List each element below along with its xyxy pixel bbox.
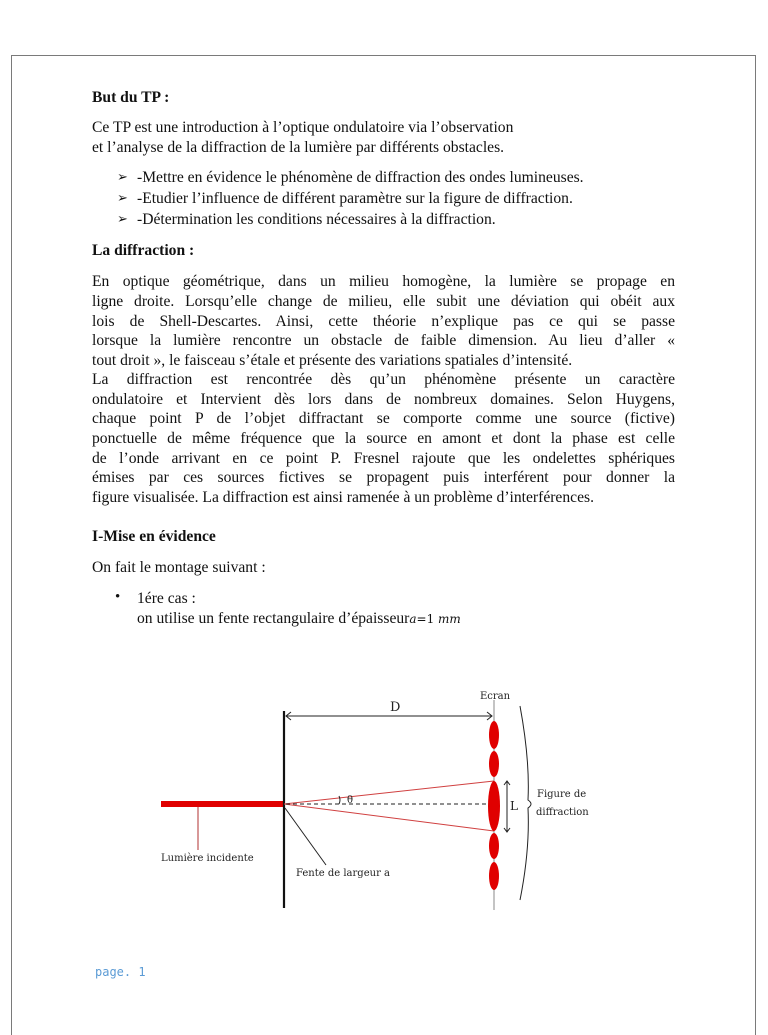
label-distance-D: D (390, 700, 401, 715)
para2-line: de l’onde arrivant en ce point P. Fresnel rajoute que les ondelettes sphériques (92, 450, 675, 467)
evidence-intro: On fait le montage suivant : (92, 559, 266, 576)
label-theta: θ (347, 795, 354, 806)
objective-item: -Mettre en évidence le phénomène de diffraction des ondes lumineuses. (137, 169, 584, 186)
para2-line: ponctuelle de même fréquence que la source en amont et dont la phase est celle (92, 430, 675, 447)
para1-line: lois de Shell-Descartes. Ainsi, cette théorie n’explique pas ce qui se passe (92, 313, 675, 330)
para1-line: ligne droite. Lorsqu’elle change de milieu, elle subit une déviation qui obéit aux (92, 293, 675, 310)
fringe (489, 833, 499, 859)
label-slit: Fente de largeur a (296, 868, 390, 879)
label-pattern-line2: diffraction (536, 807, 589, 818)
heading-goal: But du TP : (92, 89, 170, 106)
para1-line: lorsque la lumière rencontre un obstacle de faible dimension. Au lieu d’aller « (92, 332, 675, 349)
para2-line: La diffraction est rencontrée dès qu’un phénomène présente un caractère (92, 371, 675, 388)
para2-line: émises par ces sources fictives se propagent puis interférent pour donner la (92, 469, 675, 486)
label-incident-light: Lumière incidente (161, 853, 254, 864)
incident-beam (161, 801, 284, 807)
central-fringe (488, 781, 500, 831)
para1-line: En optique géométrique, dans un milieu homogène, la lumière se propage en (92, 273, 675, 290)
fringe (489, 721, 499, 749)
para2-line: figure visualisée. La diffraction est ainsi ramenée à un problème d’interférences. (92, 489, 594, 506)
case-description: on utilise un fente rectangulaire d’épaisseur (137, 610, 410, 627)
objective-item: -Détermination les conditions nécessaires à la diffraction. (137, 211, 496, 228)
goal-intro-line2: et l’analyse de la diffraction de la lumière par différents obstacles. (92, 139, 505, 156)
para2-line: ondulatoire et Intervient dès lors dans de nombreux domaines. Selon Huygens, (92, 391, 675, 408)
objective-item: -Etudier l’influence de différent paramètre sur la figure de diffraction. (137, 190, 573, 207)
heading-evidence: I-Mise en évidence (92, 528, 216, 545)
label-screen: Ecran (480, 691, 511, 702)
slit-width-formula: a=1 mm (409, 612, 461, 626)
arrow-bullet-icon: ➢ (117, 212, 128, 227)
case-title: 1ére cas : (137, 590, 196, 607)
para1-line: tout droit », le faisceau s’étale et présente des variations spatiales d’intensité. (92, 352, 573, 369)
heading-diffraction: La diffraction : (92, 242, 195, 259)
arrow-bullet-icon: ➢ (117, 191, 128, 206)
arrow-bullet-icon: ➢ (117, 170, 128, 185)
fringe (489, 751, 499, 777)
goal-intro-line1: Ce TP est une introduction à l’optique ondulatoire via l’observation (92, 119, 514, 136)
label-pattern-line1: Figure de (537, 789, 587, 800)
label-L: L (510, 799, 518, 813)
fringe (489, 862, 499, 890)
round-bullet-icon: • (115, 589, 121, 605)
page-number: page. 1 (95, 965, 146, 979)
para2-line: chaque point P de l’objet diffractant se comporte comme une source (fictive) (92, 410, 675, 427)
